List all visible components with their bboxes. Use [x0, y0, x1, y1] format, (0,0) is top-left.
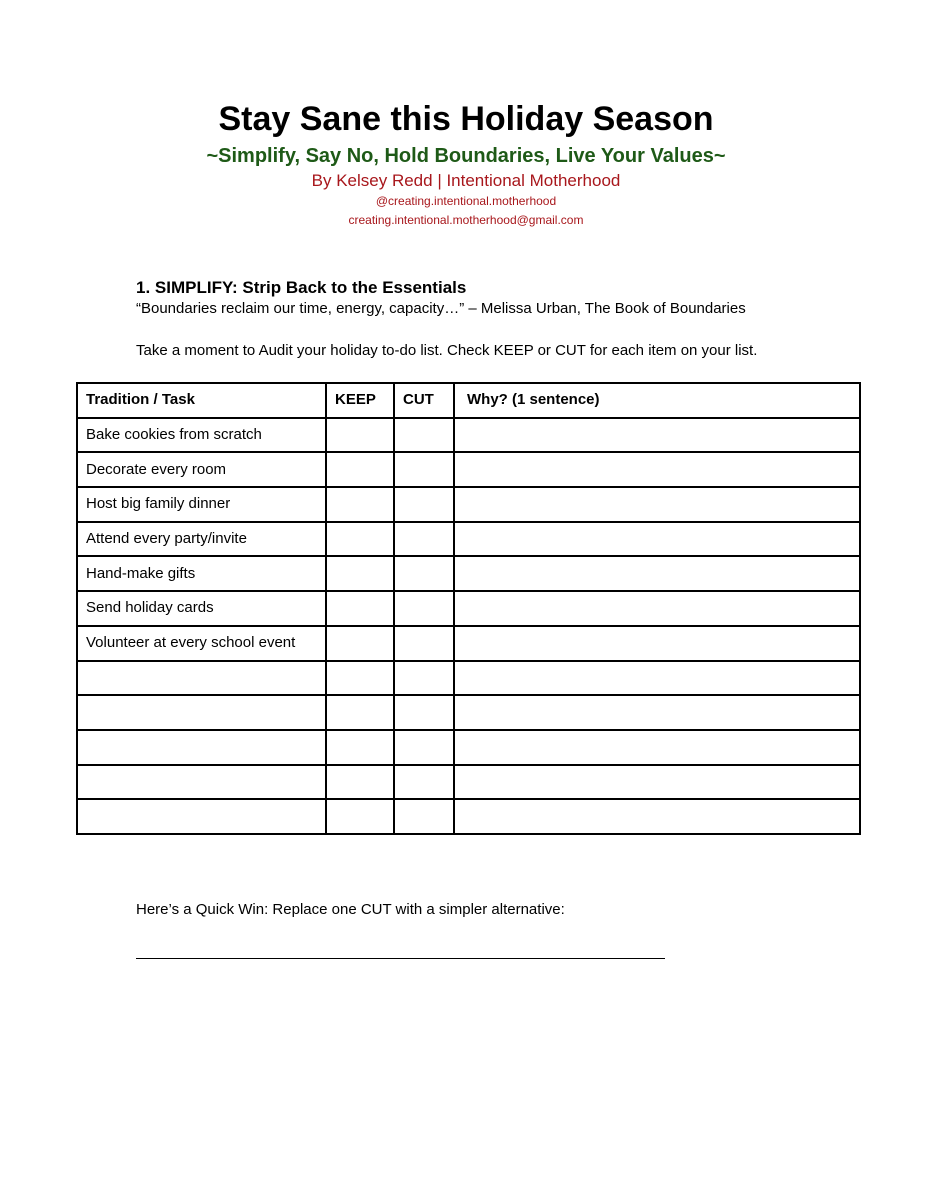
task-cell: Volunteer at every school event [77, 626, 326, 661]
cut-checkbox-cell[interactable] [394, 799, 454, 834]
why-cell[interactable] [454, 452, 860, 487]
task-cell [77, 765, 326, 800]
task-cell: Decorate every room [77, 452, 326, 487]
table-row [77, 452, 860, 487]
why-cell[interactable] [454, 591, 860, 626]
keep-checkbox-cell[interactable] [326, 452, 394, 487]
keep-checkbox-cell[interactable] [326, 695, 394, 730]
column-header-cut: CUT [394, 383, 454, 418]
keep-checkbox-cell[interactable] [326, 661, 394, 696]
keep-checkbox-cell[interactable] [326, 799, 394, 834]
why-cell[interactable] [454, 661, 860, 696]
cut-checkbox-cell[interactable] [394, 695, 454, 730]
why-cell[interactable] [454, 730, 860, 765]
column-header-why: Why? (1 sentence) [454, 383, 860, 418]
keep-checkbox-cell[interactable] [326, 556, 394, 591]
table-row [77, 730, 860, 765]
section-quote: “Boundaries reclaim our time, energy, capacity…” – Melissa Urban, The Book of Boundaries [136, 300, 746, 317]
task-cell [77, 799, 326, 834]
why-cell[interactable] [454, 487, 860, 522]
keep-checkbox-cell[interactable] [326, 730, 394, 765]
cut-checkbox-cell[interactable] [394, 452, 454, 487]
task-cell: Host big family dinner [77, 487, 326, 522]
table-row [77, 522, 860, 557]
quick-win-answer-line[interactable] [136, 958, 665, 959]
page-title: Stay Sane this Holiday Season [218, 100, 714, 138]
why-cell[interactable] [454, 556, 860, 591]
keep-checkbox-cell[interactable] [326, 591, 394, 626]
table-row [77, 695, 860, 730]
why-cell[interactable] [454, 418, 860, 453]
keep-checkbox-cell[interactable] [326, 626, 394, 661]
task-cell [77, 661, 326, 696]
keep-checkbox-cell[interactable] [326, 522, 394, 557]
why-cell[interactable] [454, 626, 860, 661]
keep-checkbox-cell[interactable] [326, 418, 394, 453]
page-subtitle: ~Simplify, Say No, Hold Boundaries, Live Your Values~ [206, 145, 726, 167]
keep-checkbox-cell[interactable] [326, 765, 394, 800]
table-row [77, 556, 860, 591]
cut-checkbox-cell[interactable] [394, 765, 454, 800]
task-cell: Bake cookies from scratch [77, 418, 326, 453]
author-byline: By Kelsey Redd | Intentional Motherhood [311, 171, 621, 190]
table-row [77, 626, 860, 661]
task-cell [77, 730, 326, 765]
task-cell: Attend every party/invite [77, 522, 326, 557]
audit-table [76, 382, 861, 835]
table-row [77, 661, 860, 696]
task-cell: Hand-make gifts [77, 556, 326, 591]
task-cell: Send holiday cards [77, 591, 326, 626]
table-header-row [77, 383, 860, 418]
cut-checkbox-cell[interactable] [394, 591, 454, 626]
cut-checkbox-cell[interactable] [394, 661, 454, 696]
keep-checkbox-cell[interactable] [326, 487, 394, 522]
task-cell [77, 695, 326, 730]
column-header-task: Tradition / Task [77, 383, 326, 418]
table-row [77, 591, 860, 626]
social-handle: @creating.intentional.motherhood [375, 194, 557, 208]
why-cell[interactable] [454, 799, 860, 834]
cut-checkbox-cell[interactable] [394, 418, 454, 453]
table-row [77, 765, 860, 800]
why-cell[interactable] [454, 522, 860, 557]
instructions-text: Take a moment to Audit your holiday to-do list. Check KEEP or CUT for each item on your list. [136, 342, 758, 359]
why-cell[interactable] [454, 765, 860, 800]
cut-checkbox-cell[interactable] [394, 626, 454, 661]
quick-win-prompt: Here’s a Quick Win: Replace one CUT with a simpler alternative: [136, 901, 565, 918]
section-heading: 1. SIMPLIFY: Strip Back to the Essentials [136, 278, 467, 297]
contact-email: creating.intentional.motherhood@gmail.com [348, 213, 584, 227]
table-row [77, 487, 860, 522]
cut-checkbox-cell[interactable] [394, 487, 454, 522]
why-cell[interactable] [454, 695, 860, 730]
table-row [77, 418, 860, 453]
cut-checkbox-cell[interactable] [394, 556, 454, 591]
column-header-keep: KEEP [326, 383, 394, 418]
cut-checkbox-cell[interactable] [394, 522, 454, 557]
table-row [77, 799, 860, 834]
cut-checkbox-cell[interactable] [394, 730, 454, 765]
